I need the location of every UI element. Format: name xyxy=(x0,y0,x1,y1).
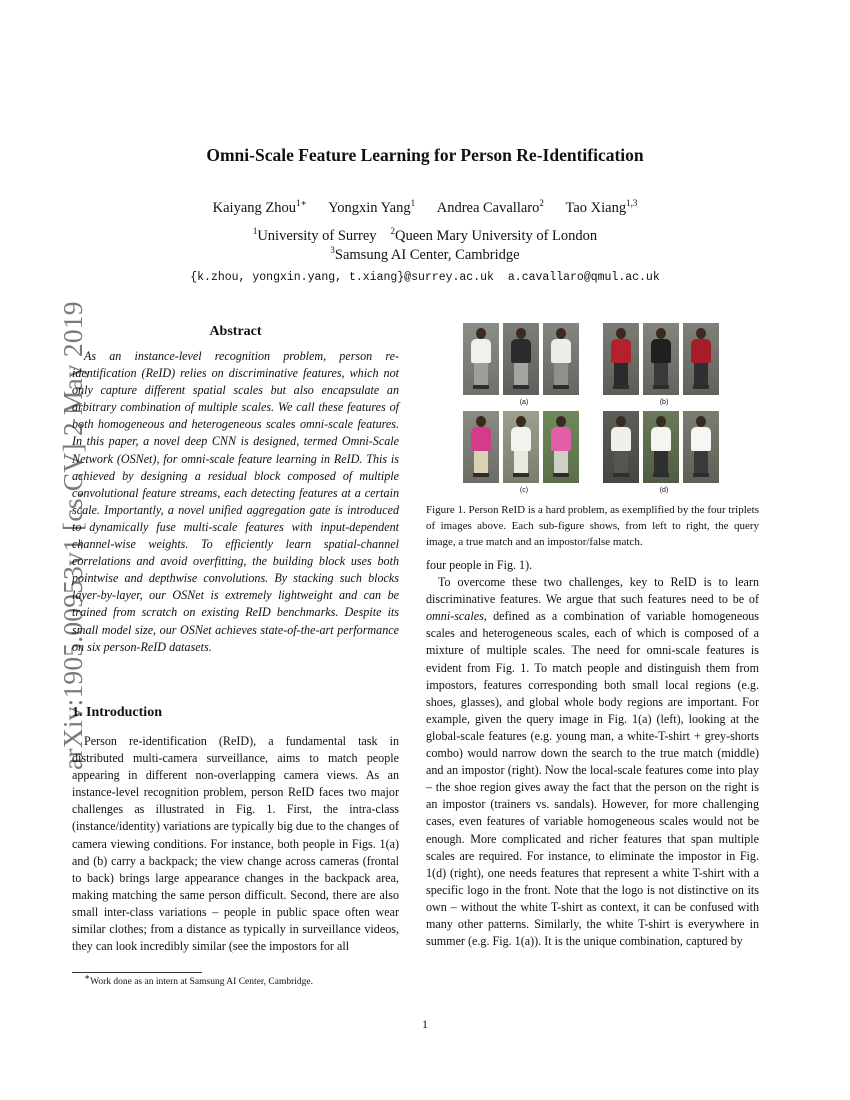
person-image-a-query xyxy=(463,323,499,395)
person-image-b-query xyxy=(603,323,639,395)
footnote-rule xyxy=(72,972,202,973)
affiliation: University of Surrey xyxy=(257,228,377,244)
affiliations-line-1: $^1$University of Surrey $^2$Queen Mary University of London xyxy=(252,226,598,244)
person-image-d-query xyxy=(603,411,639,483)
person-image-b-impostor xyxy=(683,323,719,395)
person-image-d-impostor xyxy=(683,411,719,483)
paragraph-omni-scale: To overcome these two challenges, key to ReID is to learn discriminative features. We argue that such features need to be of omni-scales, defined as a combination of variable homogeneous scales and heterogeneous scales, each of which is composed of a mixture of multiple scales. The need for omni-scale features is evident from Fig. 1. To match people and distinguish them from impostors, features corresponding both small local regions (e.g. shoes, glasses), and global whole body regions are important. For example, given the query image in Fig. 1(a) (left), looking at the global-scale features (e.g. young man, a white-T-shirt + grey-shorts combo) would narrow down the search to the true match (middle) and an impostor (right). Now the local-scale features come into play – the shoe region gives away the fact that the person on the right is an impostor (trainers vs. sandals). However, for more challenging cases, even features of variable homogeneous scales would not be enough. More complicated and richer features that span multiple scales are required. For instance, to eliminate the impostor in Fig. 1(d) (right), one needs features that represent a white T-shirt with a specific logo in the front. Note that the logo is not distinctive on its own – without the white T-shirt as context, it can be confused with many other patterns. Similarly, the white T-shirt is everywhere in summer (e.g. Fig. 1(a)). It is the unique combination, captured by xyxy=(426,575,759,949)
person-image-a-impostor xyxy=(543,323,579,395)
person-image-c-true-match xyxy=(503,411,539,483)
email-qmul[interactable]: a.cavallaro@qmul.ac.uk xyxy=(507,271,660,284)
email-surrey[interactable]: {k.zhou, yongxin.yang, t.xiang}@surrey.ac.uk xyxy=(190,271,494,284)
figure-1-caption: Figure 1. Person ReID is a hard problem, as exemplified by the four triplets of images above. Each sub-figure shows, from left to right, the query image, a true match and an impostor/false match. xyxy=(426,504,759,548)
author-emails xyxy=(0,271,850,284)
arxiv-stamp xyxy=(19,290,88,770)
person-image-a-true-match xyxy=(503,323,539,395)
author-list xyxy=(0,200,850,217)
subfigure-label-d: (d) xyxy=(659,487,669,494)
author: Kaiyang Zhou$^{1∗}$ xyxy=(212,198,307,216)
intro-paragraph: Person re-identification (ReID), a fundamental task in distributed multi-camera surveillance, aims to match people appearing in different non-overlapping camera views. As an instance-level recognition problem, person ReID faces two major challenges as illustrated in Fig. 1. First, the intra-class (instance/identity) variations are typically big due to the changes of camera viewing conditions. For instance, both people in Figs. 1(a) and (b) carry a backpack; the view change across cameras (frontal to back) brings large appearance changes in the backpack area, making matching the same person difficult. Second, there are also small inter-class variations – people in public space often wear similar clothes; from a distance as typically in surveillance videos, they can look incredibly similar (see the impostors for all xyxy=(72,734,399,954)
author: Tao Xiang$^{1,3}$ xyxy=(565,198,638,216)
affiliations-line-2: $^3$Samsung AI Center, Cambridge xyxy=(330,245,520,263)
person-image-c-impostor xyxy=(543,411,579,483)
subfigure-label-a: (a) xyxy=(519,399,529,406)
subfigure-label-b: (b) xyxy=(659,399,669,406)
arxiv-stamp-text: arXiv:1905.00953v1 [cs.CV] 2 May 2019 xyxy=(57,301,88,770)
right-column-body xyxy=(426,557,759,950)
person-image-d-true-match xyxy=(643,411,679,483)
footnote: ∗Work done as an intern at Samsung AI Center, Cambridge. xyxy=(84,972,313,988)
author: Andrea Cavallaro$^2$ xyxy=(436,198,544,216)
paper-title: Omni-Scale Feature Learning for Person Re-Identification xyxy=(206,145,644,165)
person-image-c-query xyxy=(463,411,499,483)
affiliation: Samsung AI Center, Cambridge xyxy=(334,247,520,263)
author: Yongxin Yang$^1$ xyxy=(328,198,416,216)
person-image-b-true-match xyxy=(643,323,679,395)
footnote-text: Work done as an intern at Samsung AI Center, Cambridge. xyxy=(90,977,313,988)
abstract-text: As an instance-level recognition problem, person re-identification (ReID) relies on discriminative features, which not only capture different spatial scales but also encapsulate an arbitrary combination of multiple scales. We call these features of both homogeneous and heterogeneous scales omni-scale features. In this paper, a novel deep CNN is designed, termed Omni-Scale Network (OSNet), for omni-scale feature learning in ReID. This is achieved by designing a residual block composed of multiple convolutional feature streams, each detecting features at a certain scale. Importantly, a novel unified aggregation gate is introduced to dynamically fuse multi-scale features with input-dependent channel-wise weights. To efficiently learn spatial-channel correlations and avoid overfitting, the building block uses both pointwise and depthwise convolutions. By stacking such blocks layer-by-layer, our OSNet is extremely lightweight and can be trained from scratch on existing ReID benchmarks. Despite its small model size, our OSNet achieves state-of-the-art performance on six person-ReID datasets. xyxy=(72,349,399,654)
introduction-body xyxy=(72,733,399,955)
section-heading-introduction: 1. Introduction xyxy=(72,705,162,720)
subfigure-label-c: (c) xyxy=(519,487,529,494)
paragraph-continuation: four people in Fig. 1). xyxy=(426,558,533,572)
abstract-body xyxy=(72,348,399,656)
abstract-heading: Abstract xyxy=(209,324,262,339)
affiliation: Queen Mary University of London xyxy=(395,228,598,244)
page-number: 1 xyxy=(422,1017,428,1031)
figure-1 xyxy=(452,323,760,498)
